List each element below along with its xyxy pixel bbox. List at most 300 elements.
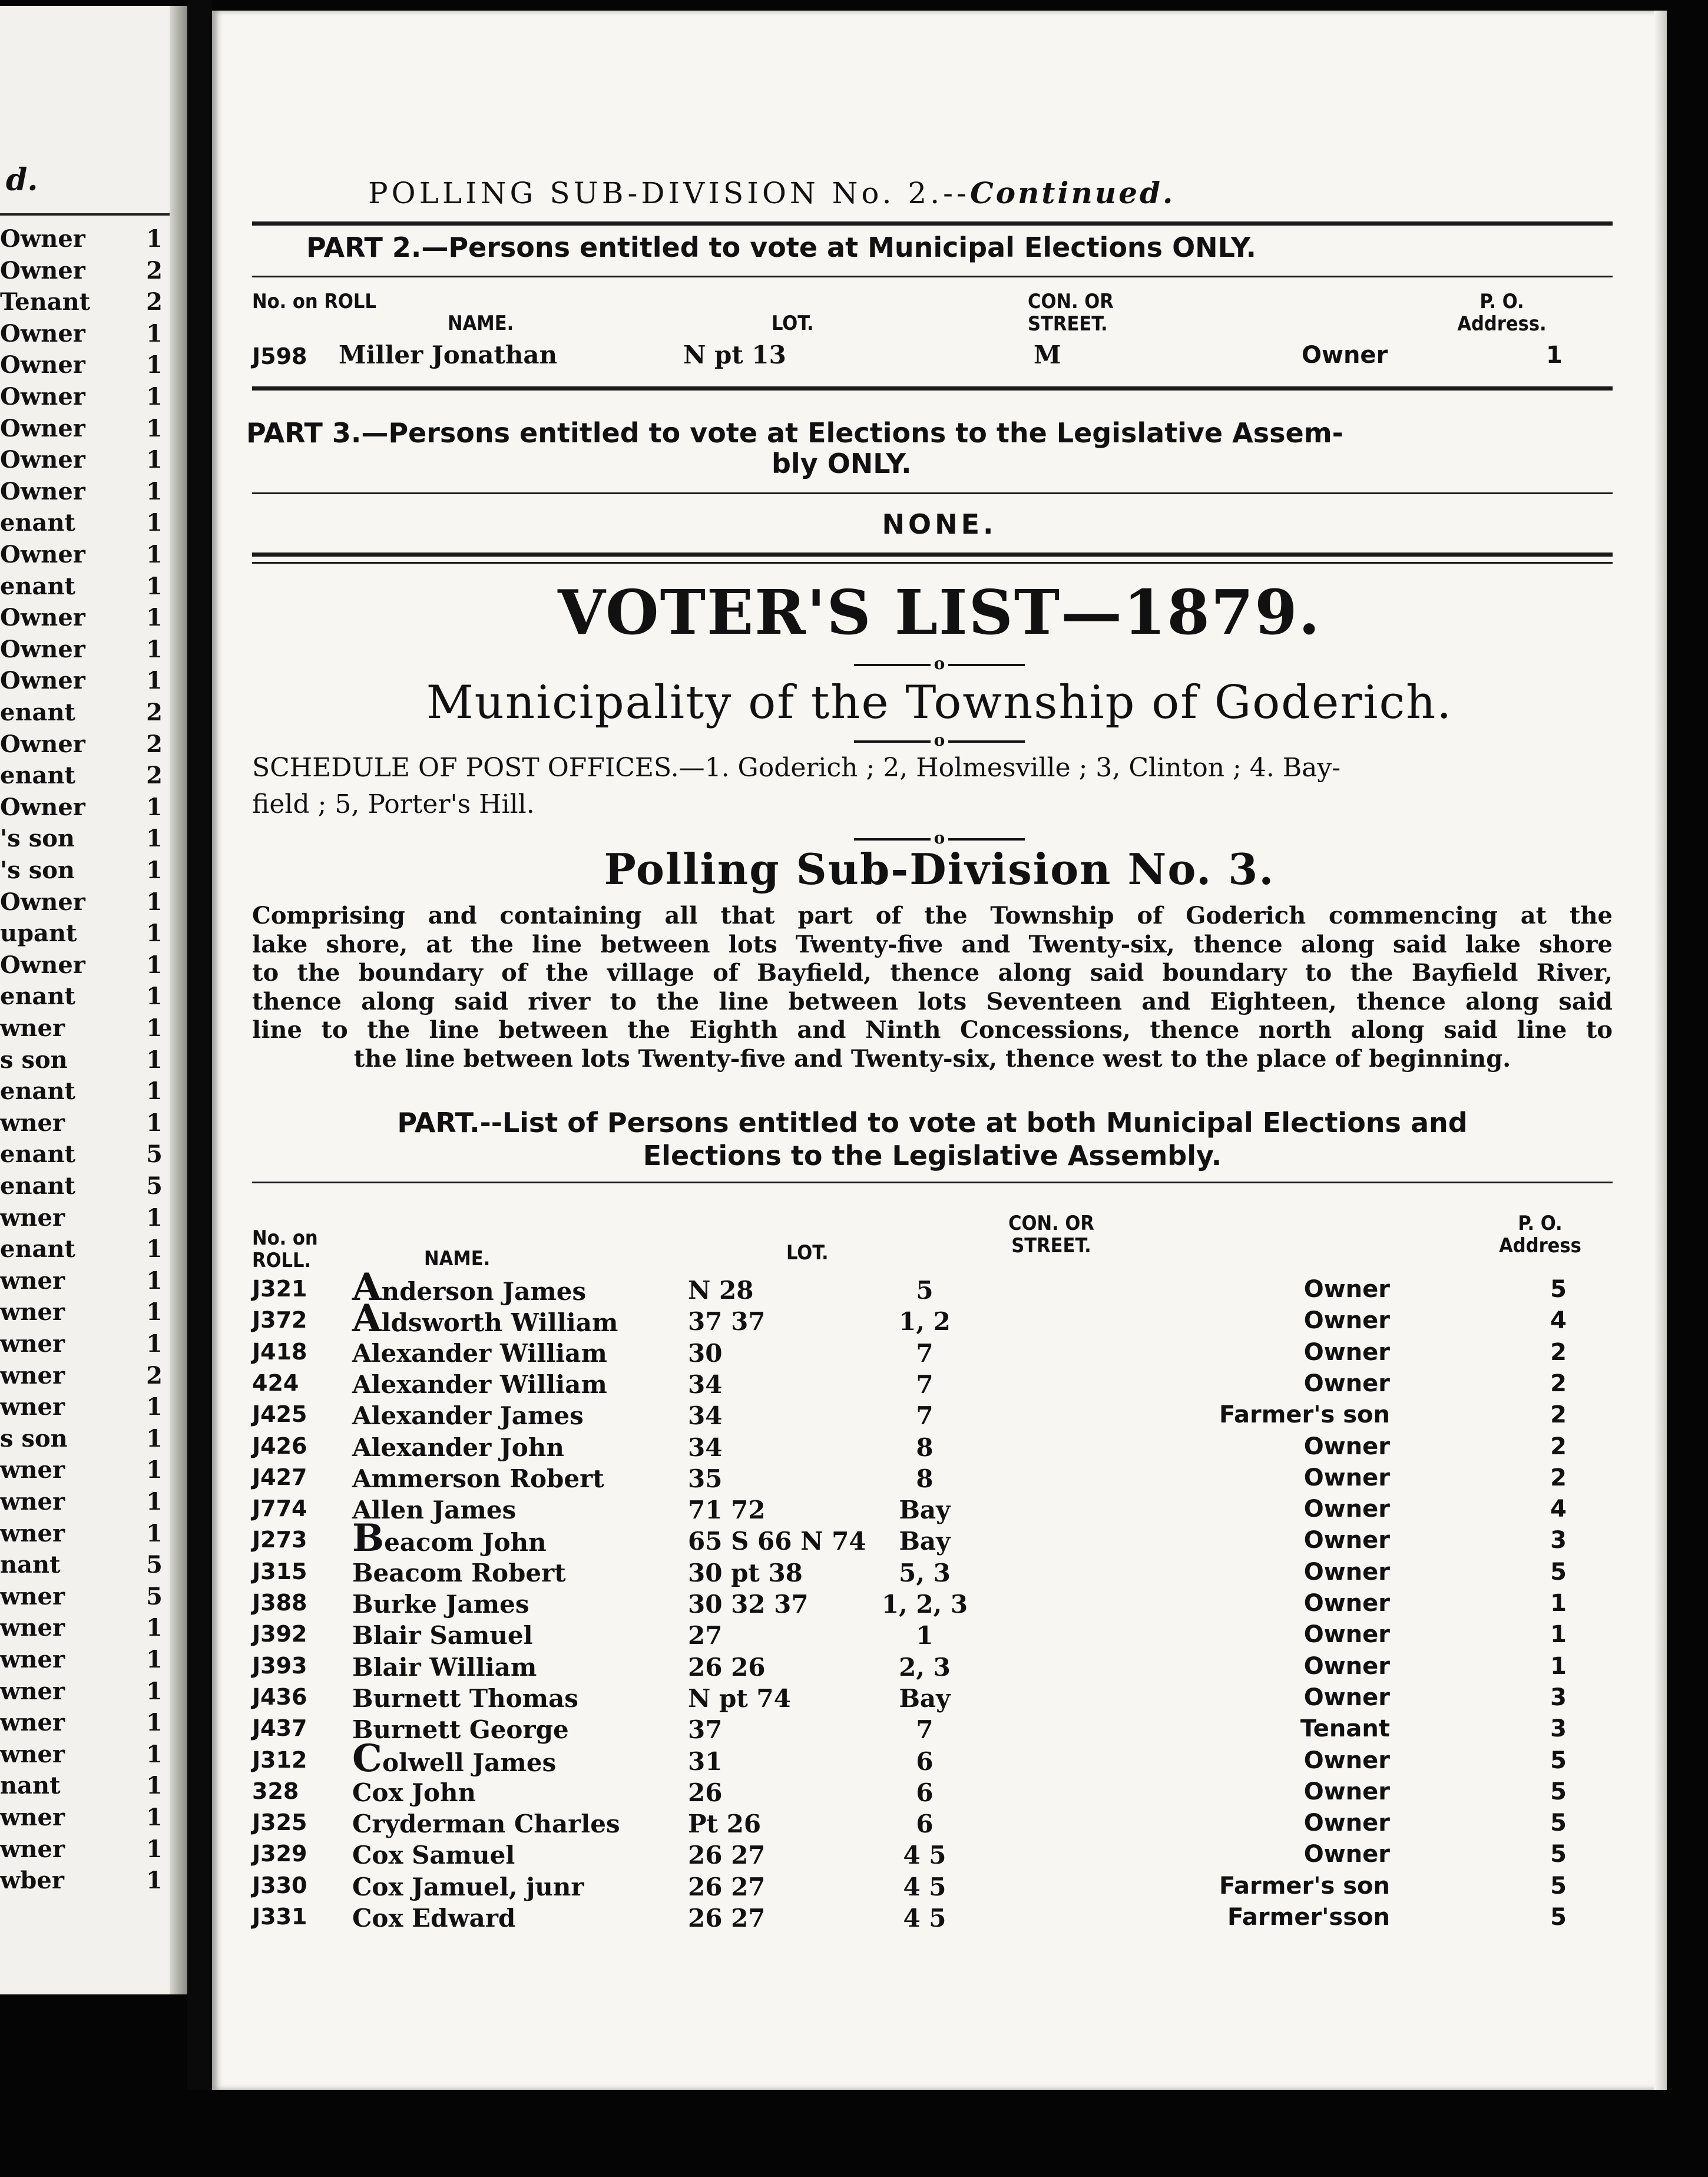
- left-row-number: 5: [146, 1140, 163, 1169]
- voter-name-text: Cox John: [352, 1778, 476, 1807]
- left-row-status: wner: [0, 1614, 65, 1642]
- voter-row: [212, 1433, 1667, 1464]
- voter-name-initial: A: [352, 1265, 382, 1309]
- voter-concession: 5, 3: [899, 1558, 951, 1587]
- left-page-row: [0, 1330, 171, 1361]
- voter-row: [212, 1265, 1667, 1309]
- left-row-status: Owner: [0, 635, 85, 663]
- voter-post-office: 5: [1550, 1872, 1567, 1900]
- left-row-status: enant: [0, 1235, 76, 1263]
- left-row-status: Tenant: [0, 288, 91, 316]
- voter-name: [352, 1841, 515, 1870]
- voter-name: [352, 1559, 566, 1587]
- voter-status: Owner: [1303, 1809, 1390, 1837]
- left-row-number: 2: [146, 762, 163, 790]
- header-rule: [252, 221, 1613, 226]
- left-page-row: [0, 762, 171, 792]
- voter-lot: 71 72: [688, 1496, 766, 1525]
- voter-name-text: Cryderman Charles: [352, 1809, 620, 1839]
- voter-name-text: ldsworth William: [381, 1308, 618, 1338]
- left-page-row: [0, 509, 171, 540]
- voter-row: [212, 1464, 1667, 1495]
- boundary-description: [252, 902, 1613, 1073]
- left-row-number: 2: [146, 1361, 163, 1389]
- left-row-status: s son: [0, 1046, 68, 1074]
- voter-name-text: Alexander William: [352, 1369, 607, 1399]
- left-page-row: [0, 856, 171, 887]
- left-row-status: wner: [0, 1740, 65, 1768]
- left-row-status: wner: [0, 1677, 65, 1705]
- voter-name-text: eacom John: [384, 1528, 547, 1557]
- left-row-number: 1: [146, 1393, 163, 1421]
- left-row-number: 1: [146, 1867, 163, 1895]
- left-row-status: Owner: [0, 446, 85, 474]
- voter-name: [352, 1296, 618, 1341]
- voter-name: [352, 1653, 537, 1682]
- left-page-row: [0, 1583, 171, 1613]
- left-page-row: [0, 730, 171, 761]
- voter-post-office: 4: [1550, 1496, 1567, 1523]
- left-row-number: 1: [146, 1203, 163, 1232]
- document-page: [212, 11, 1667, 2090]
- voter-lot: 34: [688, 1432, 723, 1462]
- voter-concession: 7: [916, 1715, 934, 1745]
- voter-roll-number: J426: [252, 1432, 307, 1459]
- left-row-status: wner: [0, 1804, 65, 1831]
- left-page-row: [0, 1140, 171, 1171]
- left-row-status: nant: [0, 1772, 61, 1800]
- table-col-lot: LOT.: [786, 1241, 829, 1265]
- part3-heading-line1: PART 3.—Persons entitled to vote at Elections to the Legislative Assem-: [246, 417, 1343, 449]
- left-row-number: 1: [146, 951, 163, 979]
- left-page-row: [0, 1772, 171, 1802]
- part3-rule: [252, 492, 1613, 494]
- left-page-row: [0, 699, 171, 729]
- voter-post-office: 5: [1550, 1809, 1567, 1837]
- voter-roll-number: J312: [252, 1746, 307, 1773]
- left-row-number: 5: [146, 1551, 163, 1579]
- left-row-number: 2: [146, 288, 163, 316]
- left-row-status: Owner: [0, 414, 85, 442]
- left-row-status: enant: [0, 1077, 76, 1106]
- left-page-row: [0, 383, 171, 413]
- left-page-row: [0, 1172, 171, 1203]
- part-main-heading-line2: Elections to the Legislative Assembly.: [643, 1140, 1222, 1172]
- voter-roll-number: J372: [252, 1307, 307, 1334]
- municipality-title: Municipality of the Township of Goderich.: [426, 676, 1453, 729]
- voter-lot: 34: [688, 1369, 723, 1399]
- left-page-row: [0, 478, 171, 508]
- left-row-status: enant: [0, 509, 76, 537]
- voter-name-initial: B: [352, 1516, 385, 1561]
- voter-post-office: 1: [1550, 1621, 1567, 1649]
- left-row-status: wner: [0, 1393, 65, 1421]
- table-col-con: CON. OR STREET.: [1008, 1212, 1094, 1258]
- voter-concession: 4 5: [903, 1904, 946, 1933]
- part2-po: 1: [1546, 342, 1563, 369]
- voter-roll-number: J437: [252, 1715, 307, 1742]
- left-row-number: 1: [146, 1804, 163, 1831]
- voter-roll-number: J321: [252, 1276, 307, 1302]
- voter-roll-number: J330: [252, 1872, 307, 1898]
- left-row-status: enant: [0, 1172, 76, 1200]
- left-page-row: [0, 1646, 171, 1676]
- left-row-number: 1: [146, 1109, 163, 1137]
- left-page-row: [0, 1425, 171, 1455]
- voter-post-office: 2: [1550, 1401, 1567, 1429]
- voter-lot: 37: [688, 1715, 723, 1745]
- voter-roll-number: J325: [252, 1809, 307, 1836]
- voter-status: Owner: [1303, 1464, 1390, 1491]
- voter-name-text: Allen James: [352, 1496, 517, 1525]
- left-row-number: 1: [146, 1014, 163, 1042]
- voter-post-office: 4: [1550, 1307, 1567, 1335]
- left-row-status: Owner: [0, 730, 85, 758]
- left-page-row: [0, 825, 171, 855]
- left-row-number: 1: [146, 1614, 163, 1642]
- left-page-row: [0, 1804, 171, 1834]
- voter-name: [352, 1590, 529, 1619]
- left-page-row: [0, 1614, 171, 1645]
- left-row-status: s son: [0, 1424, 68, 1453]
- left-row-status: wber: [0, 1867, 64, 1895]
- voter-post-office: 5: [1550, 1841, 1567, 1868]
- voter-post-office: 5: [1550, 1904, 1567, 1931]
- left-row-number: 1: [146, 446, 163, 474]
- voter-row: [212, 1496, 1667, 1526]
- voter-name-text: Beacom Robert: [352, 1558, 566, 1587]
- description-line: thence along said river to the line between lots Seventeen and Eighteen, thence along said: [252, 987, 1613, 1015]
- left-page-row: [0, 1046, 171, 1077]
- part3-rule-thick: [252, 552, 1613, 557]
- left-row-status: Owner: [0, 477, 85, 505]
- part2-col-roll: No. on ROLL: [252, 290, 376, 313]
- voter-name-text: Burnett George: [352, 1715, 569, 1745]
- left-page-row: [0, 1456, 171, 1487]
- left-row-status: Owner: [0, 256, 85, 284]
- left-row-status: Owner: [0, 541, 85, 568]
- voter-status: Owner: [1303, 1778, 1390, 1805]
- voter-status: Owner: [1303, 1369, 1390, 1397]
- part2-rule-top: [252, 276, 1613, 277]
- voter-status: Owner: [1303, 1307, 1390, 1335]
- voter-roll-number: J774: [252, 1496, 307, 1522]
- voter-name-text: Blair William: [352, 1652, 537, 1682]
- voter-name: [352, 1339, 607, 1368]
- voter-status: Owner: [1303, 1683, 1390, 1711]
- voter-post-office: 5: [1550, 1276, 1567, 1303]
- left-page-row: [0, 888, 171, 919]
- left-row-number: 1: [146, 1235, 163, 1263]
- voter-concession: 6: [916, 1746, 934, 1776]
- description-line: the line between lots Twenty-five and Twenty-six, thence west to the place of beginning.: [353, 1044, 1511, 1073]
- voter-row: [212, 1296, 1667, 1341]
- book-spine: [170, 6, 187, 1994]
- voter-concession: 5: [916, 1276, 934, 1305]
- voter-name: [352, 1370, 607, 1399]
- left-row-number: 1: [146, 825, 163, 853]
- left-row-number: 1: [146, 1298, 163, 1326]
- part2-heading: PART 2.—Persons entitled to vote at Municipal Elections ONLY.: [306, 231, 1256, 263]
- part3-rule-double: [252, 562, 1613, 564]
- left-page-row: [0, 604, 171, 634]
- separator-1: o: [212, 654, 1667, 673]
- voter-concession: 4 5: [903, 1872, 946, 1901]
- voter-roll-number: J273: [252, 1527, 307, 1553]
- left-row-status: wner: [0, 1488, 65, 1516]
- left-row-status: wner: [0, 1298, 65, 1326]
- left-row-status: upant: [0, 919, 77, 948]
- left-row-number: 1: [146, 667, 163, 695]
- left-row-number: 1: [146, 1488, 163, 1516]
- voter-lot: N pt 74: [688, 1683, 791, 1713]
- left-row-number: 1: [146, 1330, 163, 1358]
- voter-row: [212, 1841, 1667, 1871]
- voter-lot: 31: [688, 1746, 723, 1776]
- left-page-row: [0, 1488, 171, 1518]
- left-page-row: [0, 1678, 171, 1708]
- part-main-heading-line1: PART.--List of Persons entitled to vote at both Municipal Elections and: [397, 1107, 1468, 1139]
- voter-concession: Bay: [899, 1496, 951, 1525]
- voter-concession: 7: [916, 1401, 934, 1431]
- left-row-status: enant: [0, 699, 76, 726]
- left-page-row: [0, 982, 171, 1013]
- voter-concession: 8: [916, 1432, 934, 1462]
- voter-name-text: Cox Samuel: [352, 1841, 515, 1870]
- left-row-number: 1: [146, 572, 163, 600]
- left-page-fragment: [0, 6, 187, 1994]
- left-row-number: 1: [146, 982, 163, 1011]
- voter-name-text: Cox Edward: [352, 1904, 516, 1933]
- left-page-row: [0, 225, 171, 256]
- voter-concession: 1, 2, 3: [881, 1590, 968, 1619]
- voter-post-office: 2: [1550, 1338, 1567, 1366]
- voter-post-office: 5: [1550, 1778, 1567, 1805]
- part2-con: M: [1034, 340, 1061, 369]
- voter-lot: 27: [688, 1621, 723, 1650]
- left-page-row: [0, 951, 171, 982]
- running-header-continued: Continued.: [969, 176, 1176, 210]
- voter-post-office: 1: [1550, 1652, 1567, 1680]
- left-row-number: 1: [146, 635, 163, 663]
- left-page-row: [0, 573, 171, 603]
- voter-name: [352, 1265, 587, 1309]
- polling-subdivision-title: Polling Sub-Division No. 3.: [604, 844, 1275, 894]
- left-row-status: wner: [0, 1330, 65, 1358]
- left-row-status: 's son: [0, 825, 75, 853]
- left-row-status: wner: [0, 1646, 65, 1673]
- left-row-status: wner: [0, 1361, 65, 1389]
- left-page-row: [0, 257, 171, 287]
- voter-name: [352, 1464, 604, 1493]
- left-page-row: [0, 1014, 171, 1045]
- running-header: [368, 176, 1175, 210]
- voter-status: Owner: [1303, 1276, 1390, 1303]
- voter-post-office: 3: [1550, 1715, 1567, 1743]
- left-page-row: [0, 1204, 171, 1235]
- voter-post-office: 3: [1550, 1683, 1567, 1711]
- left-row-status: Owner: [0, 225, 85, 253]
- voter-roll-number: J425: [252, 1401, 307, 1428]
- left-row-number: 1: [146, 1519, 163, 1547]
- voter-status: Owner: [1303, 1590, 1390, 1617]
- left-page-row: [0, 1077, 171, 1108]
- left-row-status: Owner: [0, 351, 85, 379]
- left-page-row: [0, 667, 171, 697]
- voter-row: [212, 1401, 1667, 1432]
- voter-concession: 8: [916, 1464, 934, 1493]
- voter-name: [352, 1516, 547, 1561]
- left-row-status: enant: [0, 572, 76, 600]
- voter-row: [212, 1778, 1667, 1809]
- voter-name-text: Cox Jamuel, junr: [352, 1872, 584, 1901]
- part2-status: Owner: [1302, 342, 1388, 369]
- voter-name-text: Alexander James: [352, 1401, 584, 1431]
- voter-status: Tenant: [1300, 1715, 1390, 1743]
- voter-roll-number: 328: [252, 1778, 299, 1804]
- voter-lot: N 28: [688, 1276, 754, 1305]
- voter-status: Owner: [1303, 1432, 1390, 1460]
- left-page-row: [0, 1867, 171, 1897]
- voter-lot: 37 37: [688, 1307, 766, 1336]
- left-row-number: 1: [146, 509, 163, 537]
- voter-lot: 26 27: [688, 1904, 766, 1933]
- left-page-row: [0, 636, 171, 666]
- voter-name: [352, 1621, 533, 1650]
- voter-roll-number: J392: [252, 1621, 307, 1647]
- scan-border-bottom: [0, 2090, 1708, 2177]
- left-row-number: 2: [146, 699, 163, 726]
- voter-name-initial: C: [352, 1736, 382, 1781]
- left-row-status: wner: [0, 1014, 65, 1042]
- left-row-status: enant: [0, 982, 76, 1011]
- voter-name-text: Alexander John: [352, 1432, 564, 1462]
- left-row-status: wner: [0, 1835, 65, 1863]
- document-title: VOTER'S LIST—1879.: [558, 576, 1321, 649]
- table-col-name: NAME.: [424, 1247, 491, 1271]
- left-row-status: enant: [0, 762, 76, 790]
- left-row-number: 1: [146, 1456, 163, 1484]
- left-row-number: 1: [146, 856, 163, 884]
- left-page-row: [0, 1362, 171, 1392]
- voter-row: [212, 1559, 1667, 1589]
- voter-status: Owner: [1303, 1527, 1390, 1554]
- voter-name: [352, 1715, 569, 1744]
- voter-post-office: 2: [1550, 1464, 1567, 1491]
- voter-name: [352, 1736, 557, 1781]
- voter-concession: 6: [916, 1809, 934, 1839]
- voter-lot: 65 S 66 N 74: [688, 1527, 866, 1556]
- voter-post-office: 2: [1550, 1432, 1567, 1460]
- voter-roll-number: J393: [252, 1652, 307, 1679]
- voter-lot: 26 27: [688, 1841, 766, 1870]
- left-page-row: [0, 1520, 171, 1550]
- voter-status: Owner: [1303, 1621, 1390, 1649]
- left-row-status: enant: [0, 1140, 76, 1169]
- voter-name: [352, 1433, 564, 1462]
- left-page-row: [0, 1267, 171, 1298]
- table-col-roll: No. on ROLL.: [252, 1226, 318, 1272]
- left-row-number: 1: [146, 919, 163, 948]
- voter-post-office: 5: [1550, 1746, 1567, 1774]
- voter-concession: Bay: [899, 1527, 951, 1556]
- left-page-title-fragment: d.: [6, 162, 38, 198]
- part-main-heading: [252, 1106, 1613, 1172]
- separator-3: o: [212, 828, 1667, 848]
- voter-lot: 26 26: [688, 1652, 766, 1682]
- voter-concession: 1: [916, 1621, 934, 1650]
- voter-concession: Bay: [899, 1683, 951, 1713]
- left-row-number: 1: [146, 414, 163, 442]
- left-row-number: 1: [146, 351, 163, 379]
- voter-name-text: Blair Samuel: [352, 1621, 533, 1650]
- left-page-row: [0, 288, 171, 319]
- voter-name-text: nderson James: [381, 1277, 587, 1306]
- left-row-status: Owner: [0, 951, 85, 979]
- left-page-row: [0, 541, 171, 571]
- scan-border-right: [1667, 0, 1708, 2177]
- description-line: to the boundary of the village of Bayfield, thence along said boundary to the Bayfield River,: [252, 959, 1613, 987]
- voter-name: [352, 1872, 584, 1901]
- voter-name: [352, 1809, 620, 1838]
- left-page-row: [0, 415, 171, 445]
- voter-roll-number: 424: [252, 1369, 299, 1396]
- left-page-row: [0, 793, 171, 824]
- left-row-number: 2: [146, 730, 163, 758]
- left-page-row: [0, 320, 171, 350]
- left-row-number: 5: [146, 1582, 163, 1610]
- post-office-schedule: [252, 750, 1340, 823]
- voter-name-text: Ammerson Robert: [352, 1464, 604, 1493]
- left-row-status: wner: [0, 1709, 65, 1737]
- voter-row: [212, 1621, 1667, 1652]
- voter-roll-number: J427: [252, 1464, 307, 1490]
- part3-none: NONE.: [882, 508, 997, 540]
- voter-row: [212, 1590, 1667, 1620]
- left-row-number: 1: [146, 477, 163, 505]
- voter-row: [212, 1653, 1667, 1683]
- voter-concession: 4 5: [903, 1841, 946, 1870]
- voter-roll-number: J331: [252, 1904, 307, 1930]
- voter-name: [352, 1778, 476, 1807]
- left-row-number: 1: [146, 888, 163, 916]
- left-page-row: [0, 1741, 171, 1771]
- voter-post-office: 5: [1550, 1558, 1567, 1586]
- part2-col-name: NAME.: [448, 312, 514, 335]
- voter-post-office: 3: [1550, 1527, 1567, 1554]
- schedule-line-1: SCHEDULE OF POST OFFICES.—1. Goderich ; 2, Holmesville ; 3, Clinton ; 4. Bay-: [252, 753, 1341, 783]
- left-row-number: 1: [146, 1772, 163, 1800]
- description-line: lake shore, at the line between lots Twenty-five and Twenty-six, thence along said lake shore: [252, 930, 1613, 958]
- voter-status: Farmer's son: [1219, 1401, 1390, 1429]
- voter-status: Owner: [1303, 1496, 1390, 1523]
- voter-status: Farmer'sson: [1227, 1904, 1390, 1931]
- voter-name: [352, 1904, 515, 1933]
- voter-name-text: Alexander William: [352, 1338, 607, 1368]
- left-row-number: 1: [146, 541, 163, 568]
- voter-row: [212, 1370, 1667, 1401]
- left-row-number: 1: [146, 1046, 163, 1074]
- voter-lot: 35: [688, 1464, 723, 1493]
- part2-lot: N pt 13: [683, 340, 786, 369]
- voter-row: [212, 1339, 1667, 1369]
- part2-col-con: CON. OR STREET.: [1028, 290, 1114, 336]
- left-row-status: wner: [0, 1456, 65, 1484]
- left-row-number: 1: [146, 1266, 163, 1295]
- left-row-status: 's son: [0, 856, 75, 884]
- left-page-row: [0, 1393, 171, 1424]
- separator-2: o: [212, 730, 1667, 750]
